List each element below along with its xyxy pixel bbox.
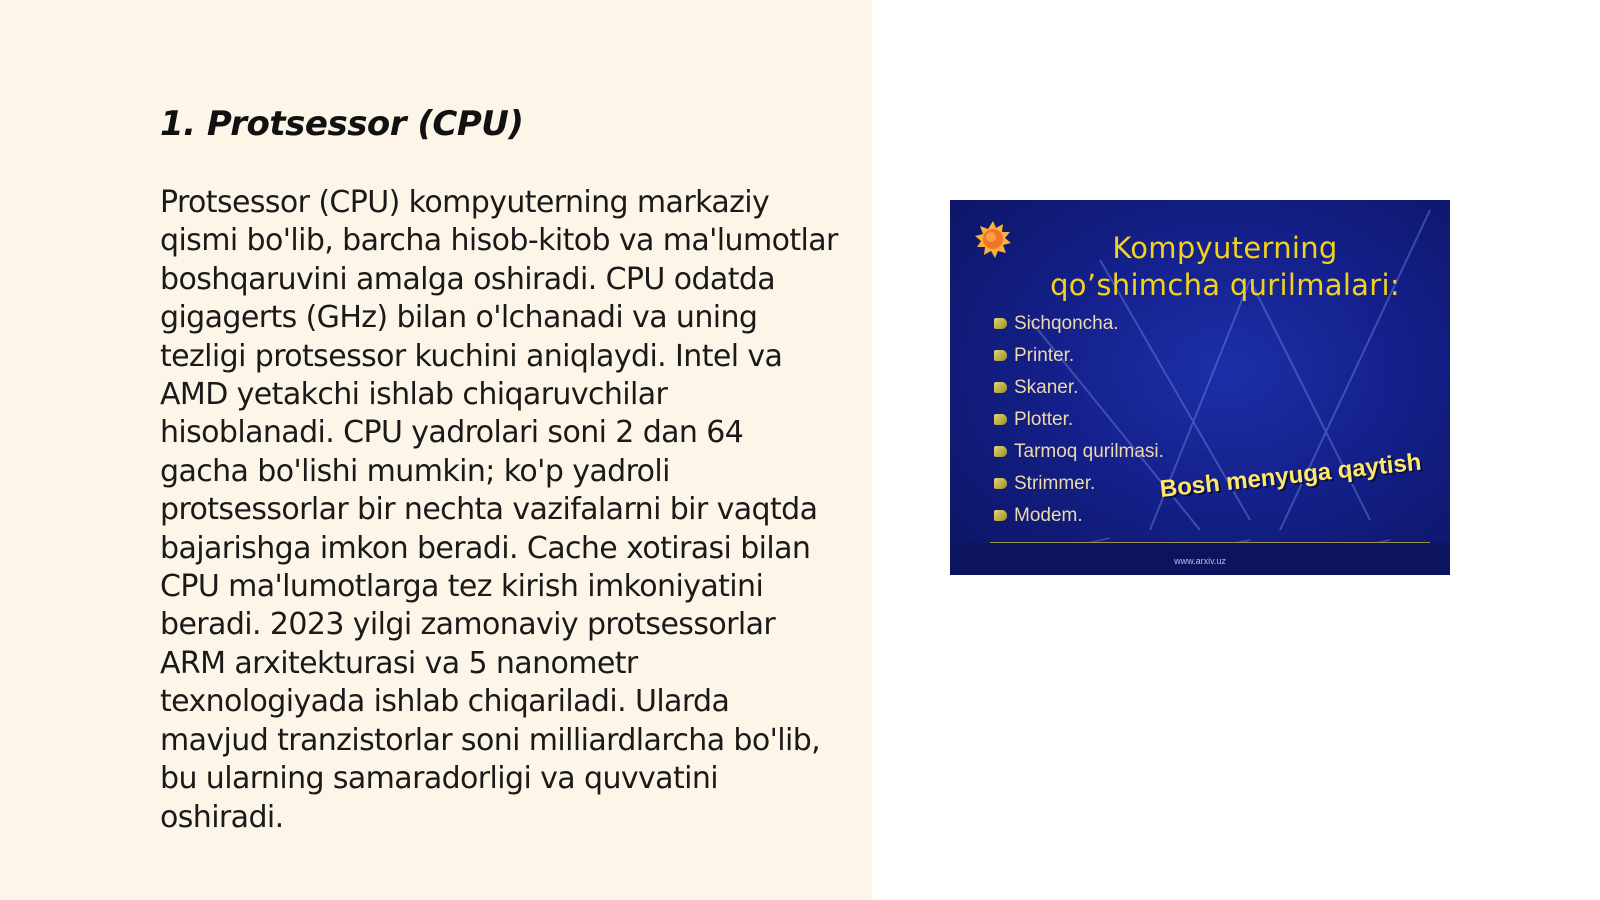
list-item (994, 502, 1164, 534)
picture-divider (990, 542, 1430, 543)
list-item (994, 374, 1164, 406)
list-item-label: Modem. (1014, 505, 1083, 526)
list-item (994, 342, 1164, 374)
picture-title (1010, 230, 1440, 304)
peripherals-slide-image (950, 200, 1450, 575)
bullet-icon (994, 382, 1007, 393)
peripherals-list (994, 310, 1164, 534)
list-item (994, 470, 1164, 502)
picture-title-line-2: qo’shimcha qurilmalari: (1050, 268, 1400, 302)
main-menu-link: Bosh menyuga qaytish (1158, 448, 1423, 503)
list-item (994, 438, 1164, 470)
bullet-icon (994, 350, 1007, 361)
bullet-icon (994, 478, 1007, 489)
slide-body-text: Protsessor (CPU) kompyuterning markaziy qismi bo'lib, barcha hisob-kitob va ma'lumotlar boshqaruvini amalga oshiradi. CPU odatda gigagerts (GHz) bilan o'lchanadi va uning tezligi protsessor kuchini aniqlaydi. Intel va AMD yetakchi ishlab chiqaruvchilar hisoblanadi. CPU yadrolari soni 2 dan 64 gacha bo'lishi mumkin; ko'p yadroli protsessorlar bir nechta vazifalarni bir vaqtda bajarishga imkon beradi. Cache xotirasi bilan CPU ma'lumotlarga tez kirish imkoniyatini beradi. 2023 yilgi zamonaviy protsessorlar ARM arxitekturasi va 5 nanometr texnologiyada ishlab chiqariladi. Ularda mavjud tranzistorlar soni milliardlarcha bo'lib, bu ularning samaradorligi va quvvatini oshiradi. (160, 185, 838, 835)
list-item (994, 310, 1164, 342)
list-item-label: Tarmoq qurilmasi. (1014, 441, 1164, 462)
list-item-label: Printer. (1014, 345, 1075, 366)
list-item (994, 406, 1164, 438)
list-item-label: Plotter. (1014, 409, 1074, 430)
list-item-label: Skaner. (1014, 377, 1079, 398)
list-item-label: Sichqoncha. (1014, 313, 1119, 334)
slide-heading: 1. Protsessor (CPU) (160, 104, 524, 144)
bullet-icon (994, 318, 1007, 329)
list-item-label: Strimmer. (1014, 473, 1096, 494)
picture-watermark: www.arxiv.uz (1174, 556, 1226, 566)
bullet-icon (994, 414, 1007, 425)
picture-title-line-1: Kompyuterning (1112, 231, 1338, 265)
sun-icon (974, 220, 1012, 258)
bullet-icon (994, 446, 1007, 457)
bullet-icon (994, 510, 1007, 521)
